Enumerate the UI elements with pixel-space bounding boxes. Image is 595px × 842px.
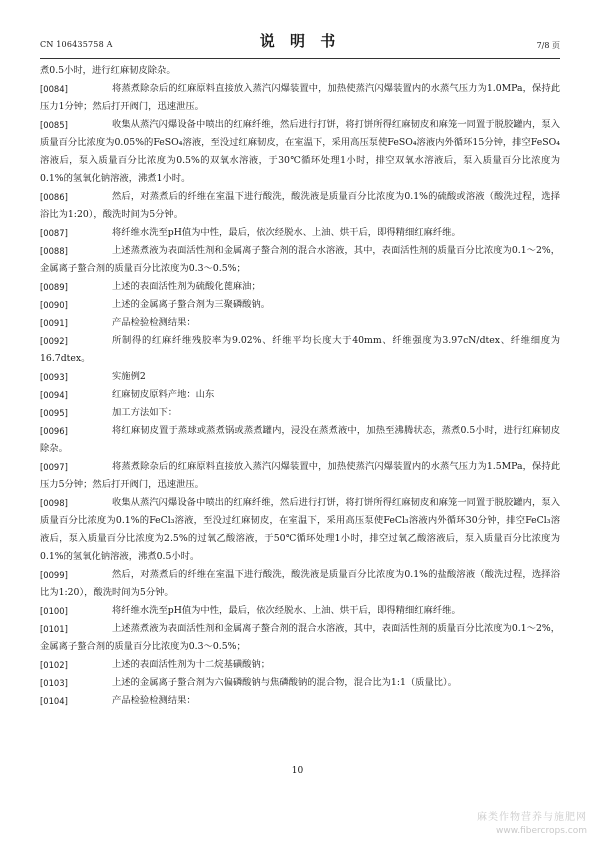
paragraph [40,278,560,296]
paragraph [40,242,560,278]
paragraph [40,224,560,242]
paragraph [40,602,560,620]
paragraph [40,386,560,404]
paragraph-number: [0100] [40,606,68,616]
page-header [40,28,560,52]
paragraph-number: [0093] [40,372,68,382]
paragraph-text: 上述的金属离子螯合剂为六偏磷酸钠与焦磷酸钠的混合物，混合比为1:1（质量比）。 [112,677,458,688]
paragraph-number: [0087] [40,228,68,238]
paragraph-number: [0091] [40,318,68,328]
paragraph-number: [0098] [40,498,68,508]
paragraph [40,188,560,224]
paragraph [40,674,560,692]
paragraph [40,296,560,314]
paragraph-number: [0099] [40,570,68,580]
continued-paragraph [40,62,560,80]
watermark-title: 麻类作物营养与施肥网 [477,812,587,823]
paragraph [40,494,560,566]
paragraph-number: [0084] [40,84,68,94]
paragraph-number: [0096] [40,426,68,436]
paragraph-number: [0088] [40,246,68,256]
paragraph-text: 将纤维水洗至pH值为中性，最后，依次经脱水、上油、烘干后，即得精细红麻纤维。 [112,605,461,616]
paragraph [40,404,560,422]
paragraph-text: 将纤维水洗至pH值为中性，最后，依次经脱水、上油、烘干后，即得精细红麻纤维。 [112,227,461,238]
paragraph [40,80,560,116]
paragraph-text: 上述的表面活性剂为十二烷基磺酸钠； [112,659,271,670]
paragraph-text: 上述蒸煮液为表面活性剂和金属离子螯合剂的混合水溶液，其中，表面活性剂的质量百分比浓度为0.1～2%，金属离子螯合剂的质量百分比浓度为0.3～0.5%； [40,245,560,274]
patent-number: CN 106435758 A [40,40,113,49]
paragraph-text: 将红麻韧皮置于蒸球或蒸煮锅或蒸煮罐内，浸没在蒸煮液中，加热至沸腾状态，蒸煮0.5小时，进行红麻韧皮除杂。 [40,425,560,454]
paragraph-text: 红麻韧皮原料产地：山东 [112,389,215,400]
paragraph-number: [0094] [40,390,68,400]
paragraph-number: [0089] [40,282,68,292]
paragraph-number: [0102] [40,660,68,670]
paragraph [40,332,560,368]
watermark-url: www.fibercrops.com [496,826,587,836]
paragraph-text: 将蒸煮除杂后的红麻原料直接放入蒸汽闪爆装置中，加热使蒸汽闪爆装置内的水蒸气压力为1.5MPa，保持此压力5分钟；然后打开阀门，迅速泄压。 [40,461,560,490]
paragraph-number: [0104] [40,696,68,706]
document-title: 说 明 书 [259,32,341,50]
paragraph-text: 收集从蒸汽闪爆设备中喷出的红麻纤维，然后进行打饼，将打饼所得红麻韧皮和麻笼一同置于脱胶罐内，泵入质量百分比浓度为0.1%的FeCl₃溶液，至没过红麻韧皮，在室温下，采用高压泵使FeCl₃溶液内外循环30分钟，排空FeCl₃溶液后，泵入质量百分比浓度为2.5%的过氧乙酸溶液，于50℃循环处理1小时，排空过氧乙酸溶液后，泵入质量百分比浓度为0.1%的氢氧化钠溶液，沸煮0.5小时。 [40,497,560,562]
paragraph-text: 产品检验检测结果： [112,695,196,706]
site-watermark [477,808,587,836]
paragraph-text: 收集从蒸汽闪爆设备中喷出的红麻纤维，然后进行打饼，将打饼所得红麻韧皮和麻笼一同置于脱胶罐内，泵入质量百分比浓度为0.05%的FeSO₄溶液，至没过红麻韧皮，在室温下，采用高压泵使FeSO₄溶液内外循环15分钟，排空FeSO₄溶液后，泵入质量百分比浓度为0.5%的双氧水溶液，于30℃循环处理1小时，排空双氧水溶液后，泵入质量百分比浓度为0.1%的氢氧化钠溶液，沸煮1小时。 [40,119,560,184]
paragraph [40,566,560,602]
paragraph-text: 煮0.5小时，进行红麻韧皮除杂。 [40,65,176,76]
paragraph [40,422,560,458]
paragraph-text: 将蒸煮除杂后的红麻原料直接放入蒸汽闪爆装置中，加热使蒸汽闪爆装置内的水蒸气压力为1.0MPa，保持此压力1分钟；然后打开阀门，迅速泄压。 [40,83,560,112]
paragraph [40,116,560,188]
page-number: 10 [291,766,304,776]
paragraph-text: 加工方法如下： [112,407,178,418]
paragraph-number: [0086] [40,192,68,202]
paragraph-text: 所制得的红麻纤维残胶率为9.02%、纤维平均长度大于40mm、纤维强度为3.97cN/dtex、纤维细度为16.7dtex。 [40,335,560,364]
paragraph-number: [0090] [40,300,68,310]
paragraph [40,656,560,674]
paragraph-number: [0103] [40,678,68,688]
paragraph-text: 上述的金属离子螯合剂为三聚磷酸钠。 [112,299,271,310]
paragraph-number: [0097] [40,462,68,472]
paragraph-text: 产品检验检测结果： [112,317,196,328]
paragraph-number: [0092] [40,336,68,346]
paragraph [40,368,560,386]
page-indicator: 7/8 页 [536,41,560,50]
document-body [40,62,560,710]
paragraph-text: 上述的表面活性剂为硫酸化蓖麻油； [112,281,261,292]
paragraph-number: [0085] [40,120,68,130]
paragraph-text: 上述蒸煮液为表面活性剂和金属离子螯合剂的混合水溶液，其中，表面活性剂的质量百分比浓度为0.1～2%，金属离子螯合剂的质量百分比浓度为0.3～0.5%； [40,623,560,652]
paragraph [40,620,560,656]
paragraph-text: 实施例2 [112,371,146,382]
paragraph-text: 然后，对蒸煮后的纤维在室温下进行酸洗，酸洗液是质量百分比浓度为0.1%的盐酸溶液（酸洗过程，选择浴比为1:20），酸洗时间为5分钟。 [40,569,560,598]
header-divider [40,58,560,59]
paragraph [40,458,560,494]
paragraph [40,692,560,710]
paragraph-text: 然后，对蒸煮后的纤维在室温下进行酸洗，酸洗液是质量百分比浓度为0.1%的硫酸或溶液（酸洗过程，选择浴比为1:20），酸洗时间为5分钟。 [40,191,560,220]
paragraph [40,314,560,332]
paragraph-number: [0101] [40,624,68,634]
paragraph-number: [0095] [40,408,68,418]
